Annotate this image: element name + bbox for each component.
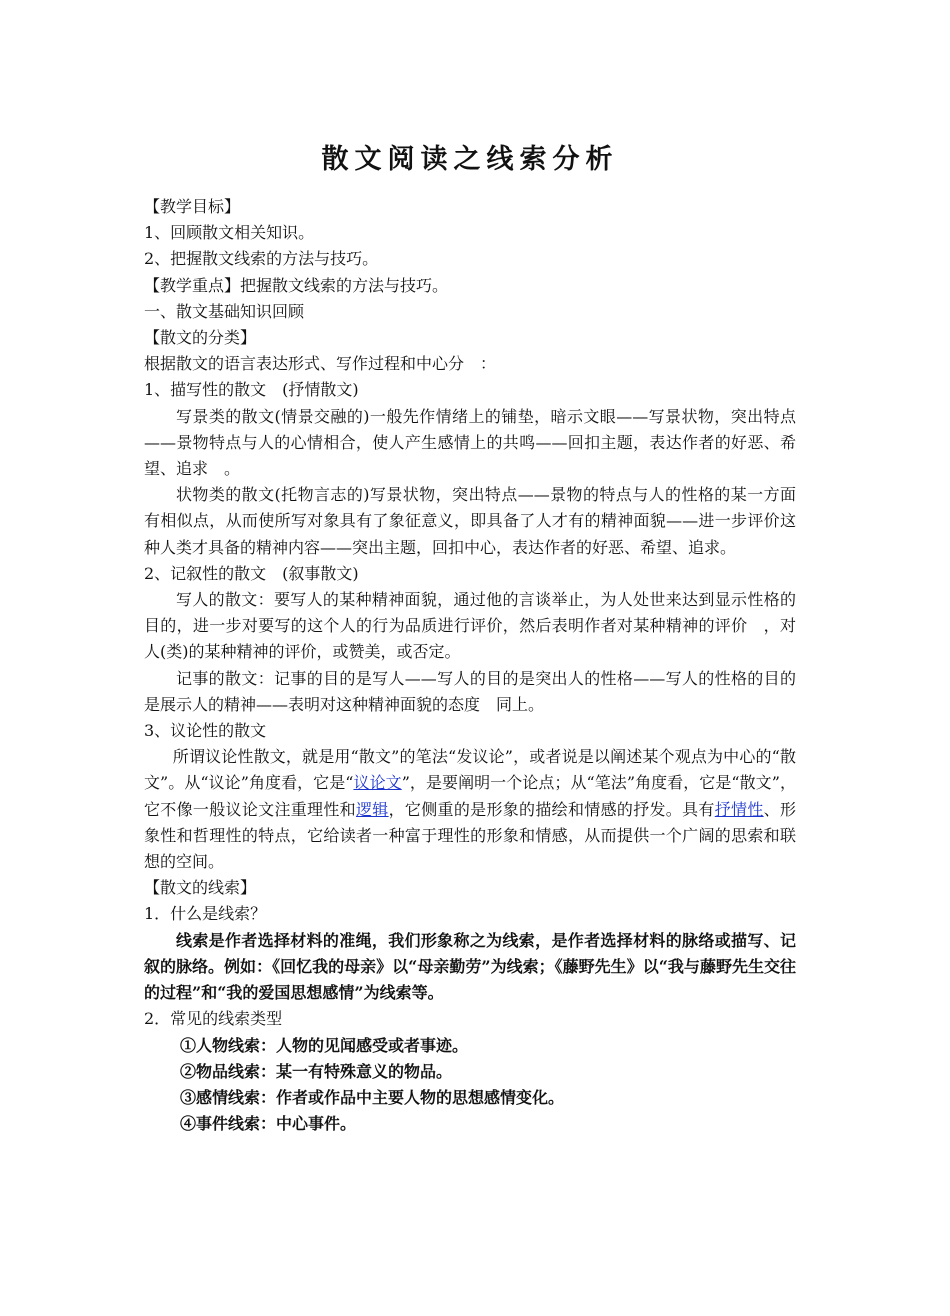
document-page bbox=[144, 140, 796, 1137]
goal-item: 2、把握散文线索的方法与技巧。 bbox=[144, 249, 379, 269]
link-lyricism[interactable]: 抒情性 bbox=[714, 799, 764, 819]
text-segment: ”，是要阐明一个论点；从“笔法”角度看，它是“散文”，它不像一般议论文注重理性和 bbox=[144, 773, 796, 819]
list-item: ②物品线索：某一有特殊意义的物品。 bbox=[180, 1061, 453, 1081]
paragraph-argumentative bbox=[144, 744, 796, 875]
paragraph-object: 状物类的散文(托物言志的)写景状物，突出特点——景物的特点与人的性格的某一方面有相似点，从而使所写对象具有了象征意义，即具备了人才有的精神面貌——进一步评价这种人类才具备的精神内容——突出主题，回扣中心，表达作者的好恶、希望、追求。 bbox=[144, 485, 796, 557]
teaching-focus: 【教学重点】把握散文线索的方法与技巧。 bbox=[144, 275, 449, 295]
link-argumentative-essay[interactable]: 议论文 bbox=[353, 773, 402, 793]
question-what-is-clue: 1．什么是线索？ bbox=[144, 904, 267, 924]
section-heading-review: 一、散文基础知识回顾 bbox=[144, 301, 305, 321]
list-item: ①人物线索：人物的见闻感受或者事迹。 bbox=[180, 1035, 469, 1055]
section-heading-goals: 【教学目标】 bbox=[144, 197, 241, 216]
text-segment: 、形象性和哲理性的特点，它给读者一种富于理性的形象和情感，从而提供一个广阔的思索和联想的空间。 bbox=[144, 799, 796, 872]
section-heading-classification: 【散文的分类】 bbox=[144, 328, 257, 348]
section-heading-clues: 【散文的线索】 bbox=[144, 878, 257, 898]
paragraph-person: 写人的散文：要写人的某种精神面貌，通过他的言谈举止，为人处世来达到显示性格的目的，进一步对要写的这个人的行为品质进行评价，然后表明作者对某种精神的评价 ，对人(类)的某种精神的评价，或赞美，或否定。 bbox=[144, 590, 796, 662]
paragraph-scenery: 写景类的散文(情景交融的)一般先作情绪上的铺垫，暗示文眼——写景状物，突出特点——景物特点与人的心情相合，使人产生感情上的共鸣——回扣主题，表达作者的好恶、希望、追求 。 bbox=[144, 406, 796, 479]
list-item: ③感情线索：作者或作品中主要人物的思想感情变化。 bbox=[180, 1087, 565, 1107]
type-heading-narrative: 2、记叙性的散文 (叙事散文) bbox=[144, 563, 359, 583]
question-clue-types: 2．常见的线索类型 bbox=[144, 1009, 283, 1029]
list-item: ④事件线索：中心事件。 bbox=[180, 1114, 357, 1134]
goal-item: 1、回顾散文相关知识。 bbox=[144, 223, 315, 243]
text-segment: ，它侧重的是形象的描绘和情感的抒发。具有 bbox=[388, 799, 715, 819]
link-logic[interactable]: 逻辑 bbox=[355, 799, 389, 819]
classification-intro: 根据散文的语言表达形式、写作过程和中心分 ： bbox=[144, 354, 497, 374]
document-title: 散文阅读之线索分析 bbox=[321, 144, 619, 175]
type-heading-argumentative: 3、议论性的散文 bbox=[144, 721, 267, 741]
paragraph-event: 记事的散文：记事的目的是写人——写人的目的是突出人的性格——写人的性格的目的是展示人的精神——表明对这种精神面貌的态度 同上。 bbox=[144, 668, 796, 714]
type-heading-descriptive: 1、描写性的散文 (抒情散文) bbox=[144, 380, 359, 400]
paragraph-clue-definition: 线索是作者选择材料的准绳，我们形象称之为线索，是作者选择材料的脉络或描写、记叙的脉络。例如：《回忆我的母亲》以“母亲勤劳”为线索；《藤野先生》以“我与藤野先生交往的过程”和“我的爱国思想感情”为线索等。 bbox=[144, 930, 796, 1003]
text-segment: 所谓议论性散文，就是用“散文”的笔法“发议论”，或者说是以阐述某个观点为中心的“散文”。从“议论”角度看，它是“ bbox=[144, 747, 796, 793]
